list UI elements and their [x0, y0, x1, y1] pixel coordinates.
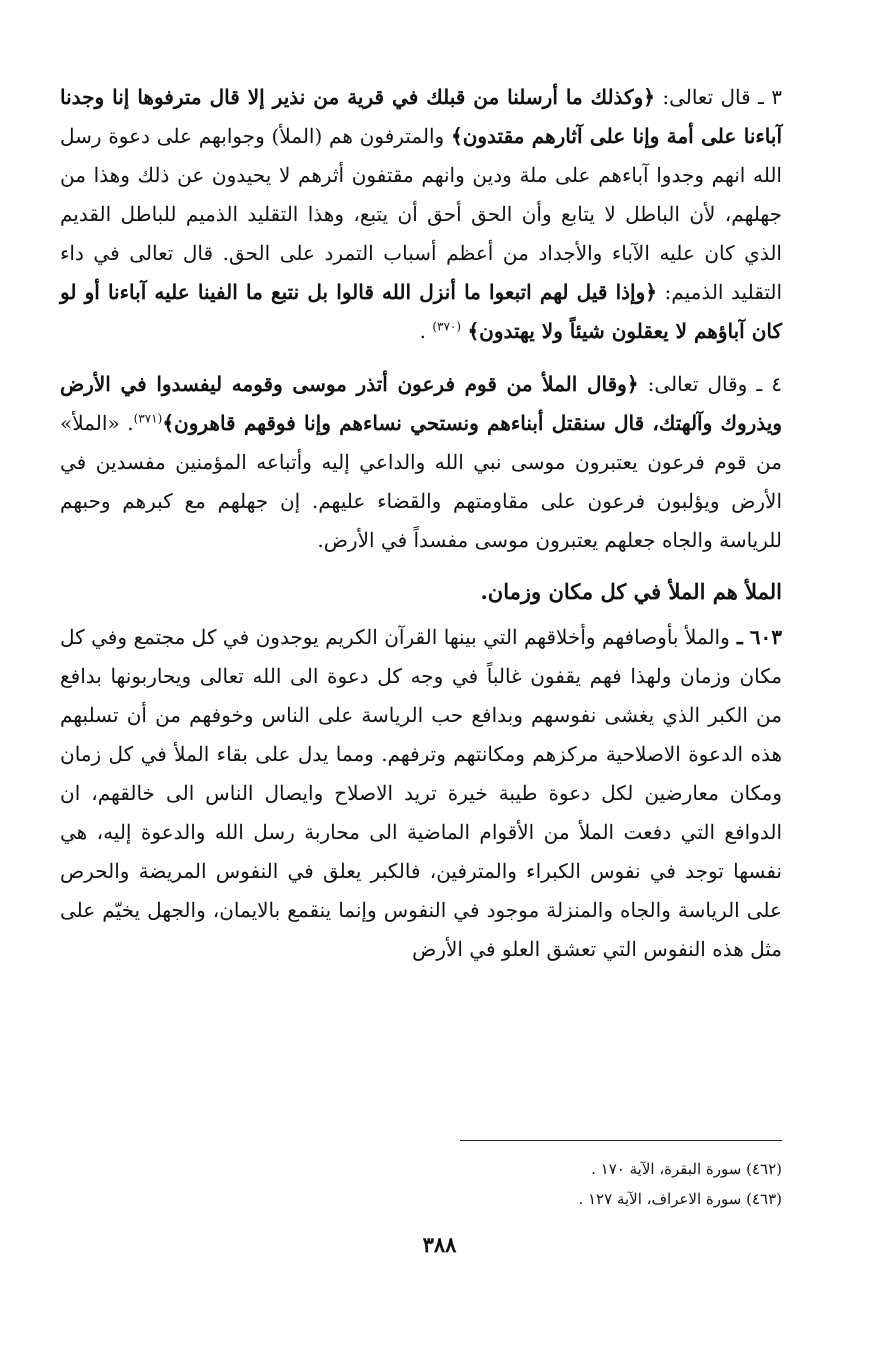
paragraph-4-body: . «الملأ» من قوم فرعون يعتبرون موسى نبي الله والداعي إليه وأتباعه المؤمنين مفسدين في الأرض ويؤلبون فرعون على مقاومتهم والقضاء عليهم. إن جهلهم مع كبرهم وحبهم للرياسة والجاه جعلهم يعتبرون موسى مفسداً في الأرض.	[60, 411, 782, 552]
paragraph-3	[60, 78, 782, 351]
quran-quote: ﴿وقال الملأ من قوم فرعون أتذر موسى وقومه ليفسدوا في الأرض ويذروك وآلهتك، قال سنقتل أبناءهم ونستحي نساءهم وإنا فوقهم قاهرون﴾	[60, 372, 782, 435]
footnote-item: (٤٦٣) سورة الاعراف، الآية ١٢٧ .	[578, 1190, 782, 1208]
paragraph-3-end: .	[419, 319, 433, 343]
page-number: ٣٨٨	[422, 1232, 457, 1257]
paragraph-number: ٦٠٣ ـ	[729, 625, 782, 649]
quran-quote-2: ﴿وإذا قيل لهم اتبعوا ما أنزل الله قالوا بل نتبع ما الفينا عليه آباءنا أو لو كان آباؤهم لا يعقلون شيئاً ولا يهتدون﴾	[60, 280, 782, 343]
footnote-item: (٤٦٢) سورة البقرة، الآية ١٧٠ .	[591, 1160, 782, 1178]
page-body	[60, 78, 782, 969]
quran-quote: ﴿وكذلك ما أرسلنا من قبلك في قرية من نذير إلا قال مترفوها إنا وجدنا آباءنا على أمة وإنا على آثارهم مقتدون﴾	[60, 85, 783, 148]
paragraph-3-body: والمترفون هم (الملأ) وجوابهم على دعوة رسل الله انهم وجدوا آباءهم على ملة ودين وانهم مقتفون أثرهم لا يحيدون عن ذلك وهذا من جهلهم، لأن الباطل لا يتابع وأن الحق أحق أن يتبع، وهذا التقليد الذميم للباطل القديم الذي كان عليه الآباء والأجداد من أعظم أسباب التمرد على الحق. قال تعالى في داء التقليد الذميم:	[60, 124, 782, 304]
footnote-divider	[460, 1140, 782, 1141]
paragraph-4	[60, 365, 782, 560]
section-heading: الملأ هم الملأ في كل مكان وزمان.	[480, 579, 782, 604]
paragraph-3-prefix: ٣ ـ قال تعالى:	[654, 85, 782, 109]
paragraph-603-body: والملأ بأوصافهم وأخلاقهم التي بينها القرآن الكريم يوجدون في كل مجتمع وفي كل مكان وزمان ولهذا فهم يقفون غالباً في وجه كل دعوة الى الله تعالى ويحاربونها بدافع من الكبر الذي يغشى نفوسهم وبدافع حب الرياسة على الناس وخوفهم من أن تسلبهم هذه الدعوة الاصلاحية مركزهم ومكانتهم وترفهم. ومما يدل على بقاء الملأ في كل زمان ومكان معارضين لكل دعوة طيبة خيرة تريد الاصلاح وايصال الناس الى خالقهم، ان الدوافع التي دفعت الملأ من الأقوام الماضية الى محاربة رسل الله والدعوة إليه، هي نفسها توجد في نفوس الكبراء والمترفين، فالكبر يعلق في النفوس المريضة والحرص على الرياسة والجاه والمنزلة موجود في النفوس وإنما ينقمع بالايمان، والجهل يخيّم على مثل هذه النفوس التي تعشق العلو في الأرض	[60, 625, 783, 961]
footnote-ref: (٣٧٠)	[432, 319, 462, 334]
footnotes	[60, 1154, 782, 1214]
paragraph-4-prefix: ٤ ـ وقال تعالى:	[638, 372, 782, 396]
paragraph-603	[60, 618, 782, 969]
footnote-ref: (٣٧١)	[133, 411, 163, 426]
